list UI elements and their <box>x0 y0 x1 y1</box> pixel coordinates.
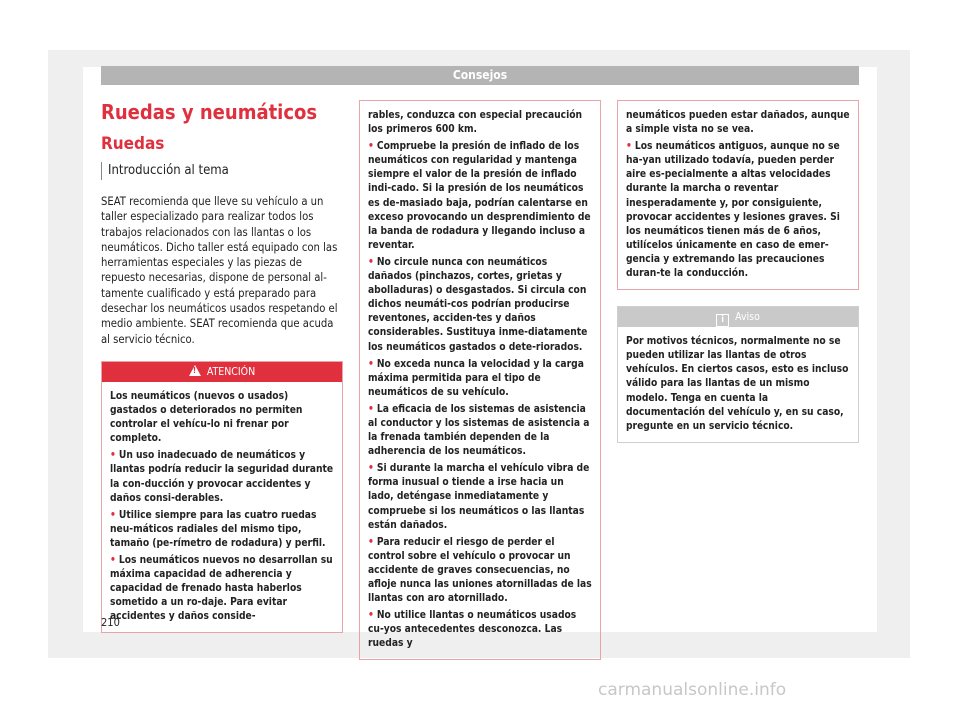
notice-header <box>618 307 858 327</box>
info-icon: i <box>716 314 729 327</box>
warning-icon <box>189 365 201 376</box>
list-item: • Si durante la marcha el vehículo vibra de forma inusual o tiende a irse hacia un lado, deténgase inmediatamente y compruebe si los neumáticos o las llantas están dañados. <box>368 463 590 531</box>
warning-body-continued-2 <box>618 101 858 289</box>
intro-paragraph: SEAT recomienda que lleve su vehículo a un taller especializado para realizar todos los trabajos relacionados con las llantas o los neumáticos. Dicho taller está equipado con las herramientas especiales y las piezas de repuesto necesarias, dispone de personal al-tamente cualificado y está preparado para desechar los neumáticos usados respetando el medio ambiente. SEAT recomienda que acuda al servicio técnico. <box>101 195 338 346</box>
notice-body <box>618 327 858 442</box>
bullet-icon: • <box>626 141 632 153</box>
warning-box-continued <box>359 100 601 660</box>
warning-body <box>102 382 342 633</box>
bullet-icon: • <box>110 450 116 462</box>
warning-box <box>101 361 343 634</box>
list-item: • Para reducir el riesgo de perder el control sobre el vehículo o provocar un accidente de graves consecuencias, no afloje nunca las uniones atornilladas de las llantas con aro atornillado. <box>368 536 592 605</box>
page-title: Ruedas y neumáticos <box>101 100 318 124</box>
warning-box-continued-2 <box>617 100 859 290</box>
subsection-title: Introducción al tema <box>101 162 341 180</box>
warning-header <box>102 362 342 382</box>
bullet-icon: • <box>368 256 374 268</box>
warning-lead: Los neumáticos (nuevos o usados) gastados o deteriorados no permiten controlar el vehícu-lo ni frenar por completo. <box>110 390 303 445</box>
list-item: • Los neumáticos nuevos no desarrollan su máxima capacidad de adherencia y capacidad de frenado hasta haberlos sometido a un ro-daje. Para evitar accidentes y daños conside- <box>110 555 333 623</box>
list-item: • Los neumáticos antiguos, aunque no se ha-yan utilizado todavía, pueden perder aire es-pecialmente a altas velocidades durante la marcha o reventar inesperadamente y, por consiguiente, provocar accidentes y lesiones graves. Si los neumáticos tienen más de 6 años, utilícelos únicamente en caso de emer-gencia y extremando las precauciones duran-te la conducción. <box>626 141 840 280</box>
bullet-icon: • <box>368 403 374 415</box>
notice-box <box>617 306 859 443</box>
bullet-icon: • <box>368 141 374 153</box>
watermark-text: carmanualsonline.info <box>598 680 787 700</box>
bullet-icon: • <box>110 509 116 521</box>
list-item: • Compruebe la presión de inflado de los neumáticos con regularidad y mantenga siempre el valor de la presión de inflado indi-cado. Si la presión de los neumáticos es de-masiado baja, podrían calentarse en exceso provocando un desprendimiento de la banda de rodadura y llegando incluso a reventar. <box>368 141 591 251</box>
bullet-icon: • <box>368 463 374 475</box>
list-item: • No exceda nunca la velocidad y la carga máxima permitida para el tipo de neumáticos de su vehículo. <box>368 358 584 398</box>
bullet-icon: • <box>368 536 374 548</box>
list-item: • Un uso inadecuado de neumáticos y llantas podría reducir la seguridad durante la con-ducción y provocar accidentes y daños consi-derables. <box>110 450 334 504</box>
warning-label: ATENCIÓN <box>206 365 256 378</box>
bullet-icon: • <box>368 358 374 370</box>
column-3 <box>617 100 857 443</box>
section-title: Ruedas <box>101 134 165 154</box>
list-item: • No utilice llantas o neumáticos usados cu-yos antecedentes desconozca. Las ruedas y <box>368 610 577 650</box>
column-1 <box>101 100 341 633</box>
list-item: • La eficacia de los sistemas de asistencia al conductor y los sistemas de asistencia a la frenada también dependen de la adherencia de los neumáticos. <box>368 403 590 458</box>
bullet-icon: • <box>110 555 116 566</box>
bullet-icon: • <box>368 610 374 622</box>
list-item: • No circule nunca con neumáticos dañados (pinchazos, cortes, grietas y abolladuras) o desgastados. Si circula con dichos neumáti-cos podrían producirse reventones, acciden-tes y daños considerables. Sustituya inme-diatamente los neumáticos gastados o dete-riorados. <box>368 256 588 353</box>
notice-label: Aviso <box>735 311 760 324</box>
chapter-header: Consejos <box>101 66 859 85</box>
warning-continued-lead: rables, conduzca con especial precaución los primeros 600 km. <box>368 110 583 136</box>
page-number: 210 <box>101 616 120 629</box>
warning-continued-lead-2: neumáticos pueden estar dañados, aunque a simple vista no se vea. <box>626 110 850 136</box>
notice-text: Por motivos técnicos, normalmente no se pueden utilizar las llantas de otros vehículos. En ciertos casos, esto es incluso válido para las llantas de un mismo modelo. Tenga en cuenta la documentación del vehículo y, en su caso, pregunte en un servicio técnico. <box>626 336 849 432</box>
list-item: • Utilice siempre para las cuatro ruedas neu-máticos radiales del mismo tipo, tamaño (pe-rímetro de rodadura) y perfil. <box>110 509 326 549</box>
warning-body-continued <box>360 101 600 659</box>
column-2 <box>359 100 599 660</box>
